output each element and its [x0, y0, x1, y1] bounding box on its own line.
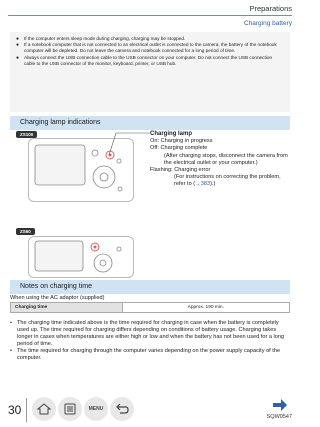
ac-adaptor-intro: When using the AC adaptor (supplied): [10, 295, 105, 301]
warning-item: ● If the computer enters sleep mode during charging, charging may be stopped.: [16, 36, 186, 42]
table-row: [11, 303, 290, 313]
table-header-cell: Charging time: [11, 303, 123, 313]
lamp-off-detail: (After charging stops, disconnect the camera from the electrical outlet or your computer.): [164, 152, 288, 166]
charging-notes-list: [10, 320, 290, 362]
return-icon: [115, 402, 129, 416]
lamp-title: Charging lamp: [150, 131, 193, 137]
list-item: • The charging time indicated above is the time required for charging in case when the battery is completely used up. The time required for charging differs depending on conditions of battery usage. Charging takes longer in cases when temperatures are either high or low and when the battery has not been used for a long period of time.: [10, 320, 285, 347]
lamp-flash-line: Flashing: Charging error: [150, 167, 211, 174]
lamp-flash-ref: refer to (→383).): [174, 181, 216, 188]
table-value-cell: Approx. 190 min.: [122, 303, 289, 313]
footer-divider: [26, 398, 27, 422]
lamp-section-heading: Charging lamp indications: [10, 116, 290, 130]
back-button[interactable]: [110, 397, 134, 421]
warning-box: [10, 32, 290, 112]
menu-button[interactable]: [84, 397, 108, 421]
camera-zs100-label: ZS100: [16, 131, 37, 138]
notes-section-heading: Notes on charging time: [10, 280, 290, 294]
lamp-on-line: On: Charging in progress: [150, 138, 213, 145]
page-number: 30: [8, 403, 22, 417]
header-subsection: Charging battery: [243, 20, 292, 27]
next-page-arrow-icon[interactable]: [272, 398, 288, 412]
camera-zs60-illustration: [28, 236, 134, 278]
camera-zs60-label: ZS60: [16, 228, 35, 235]
contents-button[interactable]: [58, 397, 82, 421]
lamp-callout-line: [108, 131, 152, 156]
menu-label: MENU: [88, 406, 104, 412]
header-divider: [8, 15, 292, 16]
charging-time-table: [10, 302, 290, 313]
camera-back-icon: [29, 237, 133, 277]
lamp-flash-detail: (For instructions on correcting the problem,: [174, 174, 281, 181]
model-code: SQW0547: [266, 414, 292, 420]
bullet-icon: ●: [16, 42, 20, 49]
header-section-title: Preparations: [249, 4, 292, 13]
bullet-icon: ●: [16, 54, 20, 61]
bullet-icon: •: [10, 320, 12, 326]
lamp-off-line: Off: Charging complete: [150, 145, 208, 152]
home-button[interactable]: [32, 397, 56, 421]
home-icon: [37, 402, 51, 416]
bullet-icon: •: [10, 348, 12, 354]
list-item: • The time required for charging through the computer varies depending on the power supply capacity of the computer.: [10, 348, 281, 361]
warning-item: ● If a notebook computer that is not connected to an electrical outlet is connected to the camera, the battery of the notebook computer will be depleted. Do not leave the camera and notebook connected for a long period of time.: [16, 42, 277, 54]
bullet-icon: ●: [16, 36, 20, 42]
list-icon: [63, 402, 77, 416]
page-ref-link[interactable]: →383: [195, 181, 211, 188]
lamp-indications: [150, 131, 295, 189]
warning-item: ● Always connect the USB connection cable to the USB connector on your computer. Do not connect the USB connection cable to the USB connector of the monitor, keyboard, printer, or USB hub.: [16, 54, 273, 66]
